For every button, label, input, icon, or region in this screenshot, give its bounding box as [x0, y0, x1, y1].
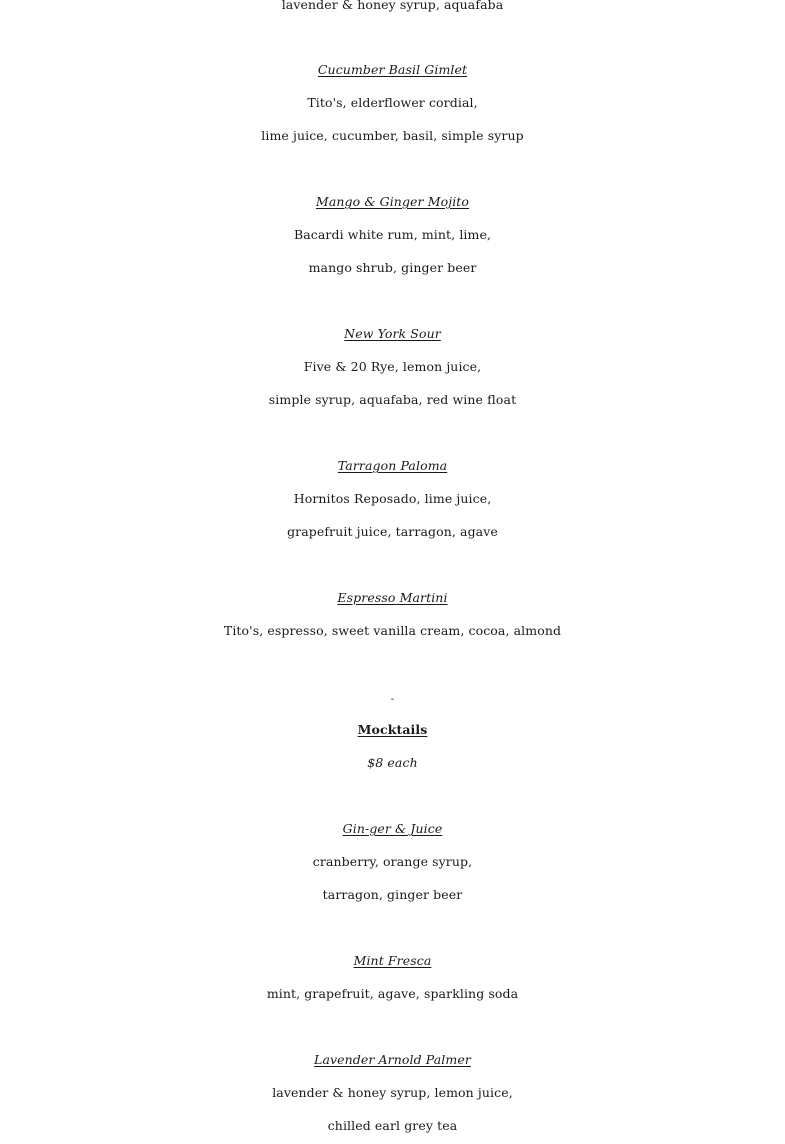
ingredients-line: grapefruit juice, tarragon, agave — [287, 524, 498, 539]
ingredients-line: lime juice, cucumber, basil, simple syrup — [261, 128, 524, 143]
section-title: Mocktails — [357, 722, 428, 737]
drink-name: Lavender Arnold Palmer — [314, 1052, 471, 1067]
drink-name: Cucumber Basil Gimlet — [317, 62, 468, 77]
ingredients-line: simple syrup, aquafaba, red wine float — [268, 392, 517, 407]
drink-name: Mango & Ginger Mojito — [315, 194, 470, 209]
section-divider: - — [390, 694, 395, 705]
ingredients-line: chilled earl grey tea — [327, 1118, 458, 1133]
ingredients-line: Five & 20 Rye, lemon juice, — [303, 359, 482, 374]
drink-name: Tarragon Paloma — [337, 458, 448, 473]
ingredients-line: tarragon, ginger beer — [322, 887, 463, 902]
ingredients-line: Tito's, elderflower cordial, — [307, 95, 478, 110]
ingredients-line: cranberry, orange syrup, — [312, 854, 473, 869]
drink-name: Espresso Martini — [337, 590, 448, 605]
drink-name: Mint Fresca — [353, 953, 432, 968]
section-price: $8 each — [367, 755, 418, 770]
drink-name: New York Sour — [344, 326, 441, 341]
ingredients-line: Hornitos Reposado, lime juice, — [293, 491, 492, 506]
ingredients-line: mango shrub, ginger beer — [308, 260, 477, 275]
ingredients-line: lavender & honey syrup, aquafaba — [281, 0, 504, 12]
ingredients-line: Tito's, espresso, sweet vanilla cream, cocoa, almond — [223, 623, 562, 638]
drink-name: Gin-ger & Juice — [342, 821, 443, 836]
ingredients-line: lavender & honey syrup, lemon juice, — [272, 1085, 513, 1100]
ingredients-line: mint, grapefruit, agave, sparkling soda — [266, 986, 519, 1001]
ingredients-line: Bacardi white rum, mint, lime, — [293, 227, 492, 242]
